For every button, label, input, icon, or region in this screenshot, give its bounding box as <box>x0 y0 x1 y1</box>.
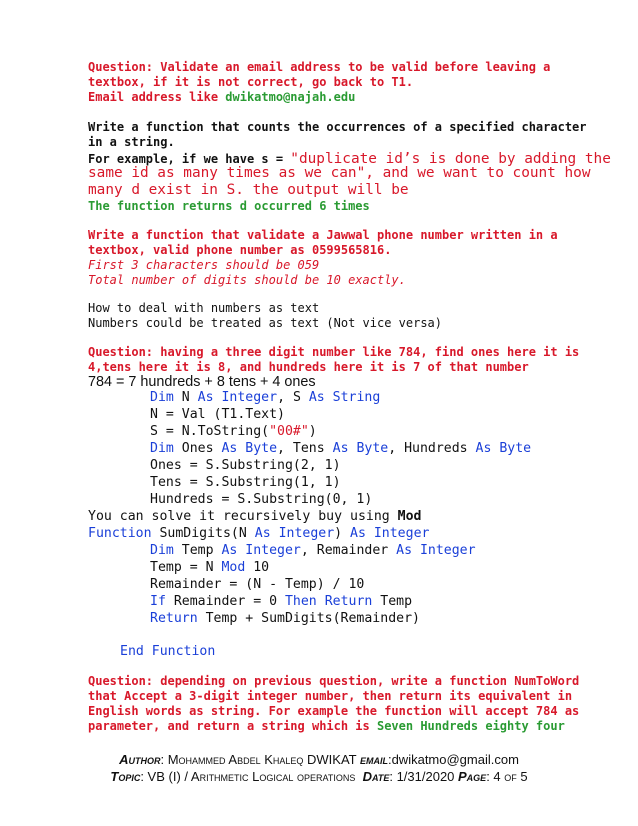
q2-line-1: Write a function that counts the occurrences of a specified character <box>88 120 587 134</box>
q5-line-4 <box>88 719 565 734</box>
code1-line-3 <box>150 423 317 440</box>
footer-date-value: : 1/31/2020 <box>389 769 459 784</box>
q3-line-2: textbox, valid phone number as 0599565816. <box>88 243 392 257</box>
q5-line-3: English words as string. For example the function will accept 784 as <box>88 704 580 718</box>
code-keyword: Dim <box>150 441 174 456</box>
code-text: SumDigits(N <box>151 526 255 541</box>
note-line-1: How to deal with numbers as text <box>88 301 320 315</box>
code-keyword: As Integer <box>396 543 476 558</box>
code-text: , Tens <box>277 441 333 456</box>
code-text <box>317 594 325 609</box>
code-keyword: If <box>150 594 166 609</box>
code-keyword: Dim <box>150 390 174 405</box>
footer-page-value: : 4 of 5 <box>486 769 528 784</box>
code-text: Ones <box>173 441 222 456</box>
code1-line-1 <box>150 389 380 406</box>
code-keyword: As String <box>308 390 381 405</box>
q4-line-3: 784 = 7 hundreds + 8 tens + 4 ones <box>88 374 316 390</box>
note-line-2: Numbers could be treated as text (Not vice versa) <box>88 316 443 330</box>
code-keyword: As Integer <box>350 526 430 541</box>
q4-line-1: Question: having a three digit number like 784, find ones here it is <box>88 345 580 359</box>
code2-temp-line <box>150 559 269 576</box>
q1-line-3 <box>88 90 355 105</box>
q2-line-2: in a string. <box>88 135 175 149</box>
footer-topic-label: Topic <box>110 769 141 784</box>
q3-line-1: Write a function that validate a Jawwal phone number written in a <box>88 228 558 242</box>
code-text: Temp <box>372 594 413 609</box>
footer-email-value: :dwikatmo@gmail.com <box>387 752 519 767</box>
code-text: , Remainder <box>300 543 397 558</box>
recursive-text: You can solve it recursively buy using <box>88 509 398 524</box>
code1-line-6: Tens = S.Substring(1, 1) <box>150 475 341 490</box>
code-keyword: Mod <box>221 560 246 575</box>
code2-remainder-line: Remainder = (N - Temp) / 10 <box>150 577 365 592</box>
code-keyword: As Byte <box>332 441 389 456</box>
recursive-note <box>88 508 421 525</box>
footer-author-line <box>0 752 638 767</box>
code-keyword: Dim <box>150 543 174 558</box>
code-text: Temp = N <box>150 560 222 575</box>
code-text: ) <box>308 424 317 439</box>
q5-line-2: that Accept a 3-digit integer number, then return its equivalent in <box>88 689 573 703</box>
q5-line-1: Question: depending on previous question, write a function NumToWord <box>88 674 580 688</box>
code-keyword: As Integer <box>254 526 335 541</box>
code-keyword: As Integer <box>197 390 278 405</box>
q2-line-4: same id as many times as we can", and we want to count how <box>88 165 591 181</box>
code2-function-line <box>88 525 429 542</box>
q1-email-example: dwikatmo@najah.edu <box>225 90 356 104</box>
code1-line-2: N = Val (T1.Text) <box>150 407 285 422</box>
code-keyword: As Integer <box>221 543 301 558</box>
q2-line-6: The function returns d occurred 6 times <box>88 199 370 213</box>
q2-line-5: many d exist in S. the output will be <box>88 182 409 198</box>
footer-page-label: Page <box>458 769 487 784</box>
code-keyword: Return <box>324 594 373 609</box>
code1-line-4 <box>150 440 531 457</box>
q3-line-3: First 3 characters should be 059 <box>88 258 320 272</box>
q4-line-2: 4,tens here it is 8, and hundreds here it is 7 of that number <box>88 360 529 374</box>
code2-if-line <box>150 593 412 610</box>
code-text: N <box>173 390 198 405</box>
footer-topic-line <box>0 769 638 784</box>
footer-email-label: email <box>359 752 388 767</box>
code2-dim-line <box>150 542 476 559</box>
code1-line-7: Hundreds = S.Substring(0, 1) <box>150 492 373 507</box>
code-text: ) <box>334 526 351 541</box>
q5-line-4-answer: Seven Hundreds eighty four <box>376 719 565 733</box>
code-text: Temp <box>173 543 222 558</box>
q5-line-4-prefix: parameter, and return a string which is <box>88 719 377 733</box>
code-text: Remainder = 0 <box>165 594 285 609</box>
code-keyword: As Byte <box>221 441 278 456</box>
footer-topic-value: : VB (I) / Arithmetic Logical operations <box>140 769 356 784</box>
code-text: , S <box>277 390 309 405</box>
code2-end-function: End Function <box>120 644 216 659</box>
code-text: 10 <box>245 560 270 575</box>
recursive-mod: Mod <box>397 509 422 524</box>
code1-line-5: Ones = S.Substring(2, 1) <box>150 458 341 473</box>
q1-line-2: textbox, if it is not correct, go back to T1. <box>88 75 414 89</box>
q2-example-prefix: For example, if we have s = <box>88 152 291 166</box>
q1-email-prefix: Email address like <box>88 90 226 104</box>
code-keyword: Return <box>150 611 198 626</box>
code-text: S = N.ToString( <box>150 424 270 439</box>
code-keyword: As Byte <box>475 441 532 456</box>
code-keyword: Function <box>88 526 152 541</box>
code-text: Temp + SumDigits(Remainder) <box>197 611 420 626</box>
code-keyword: Then <box>284 594 317 609</box>
code-string: "00#" <box>269 424 309 439</box>
footer-author-label: Author <box>119 752 161 767</box>
footer-date-label: Date <box>362 769 390 784</box>
code2-return-line <box>150 610 420 627</box>
q3-line-4: Total number of digits should be 10 exactly. <box>88 273 406 287</box>
q2-example-string: "duplicate id’s is done by adding the <box>290 151 611 167</box>
footer-author-value: : Mohammed Abdel Khaleq DWIKAT <box>160 752 360 767</box>
q1-line-1: Question: Validate an email address to be valid before leaving a <box>88 60 551 74</box>
code-text: , Hundreds <box>388 441 476 456</box>
